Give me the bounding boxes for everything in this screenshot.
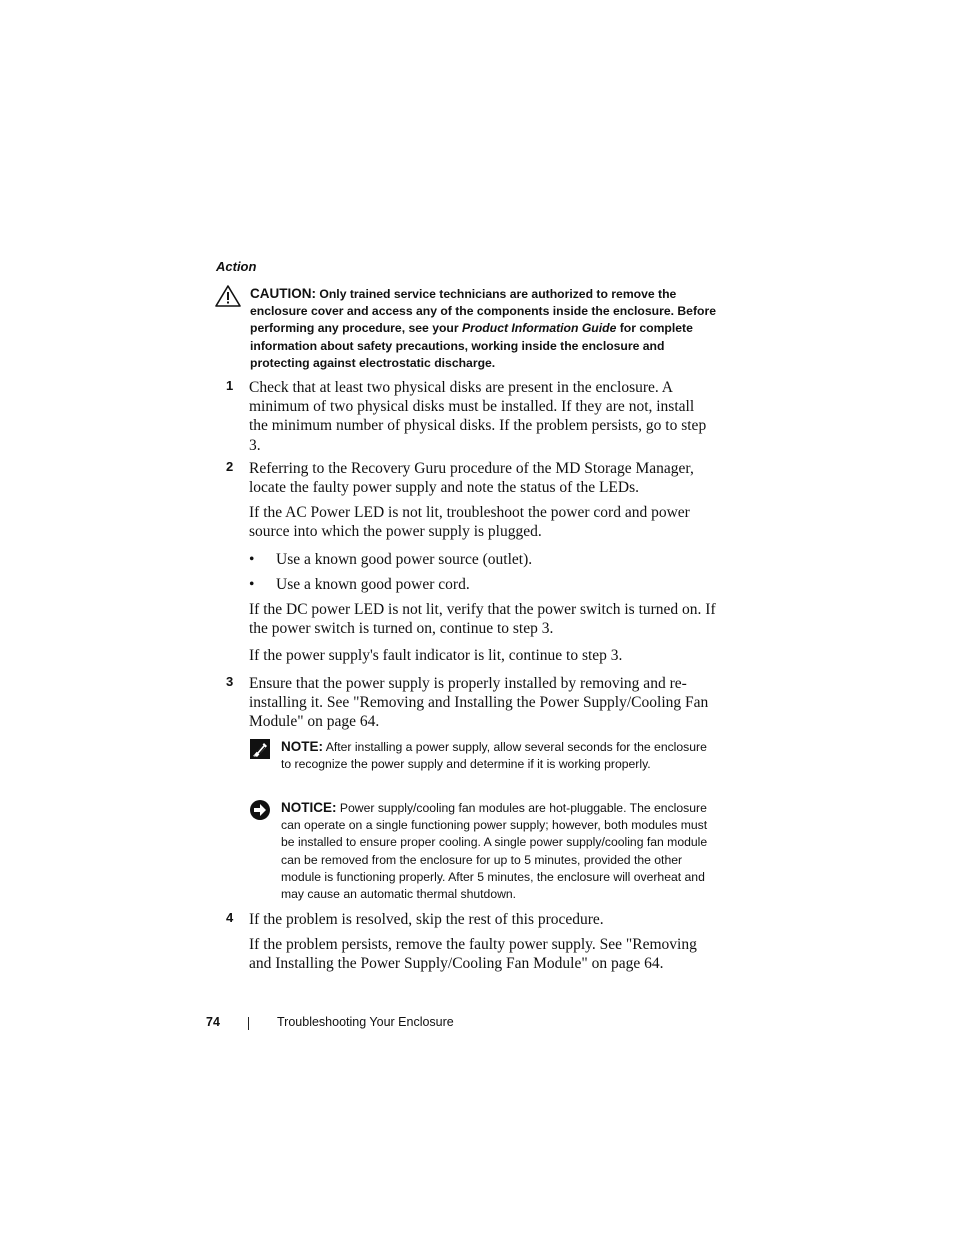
caution-body-1: Only trained service technicians are authorized to remove the enclosure cover and access any of the components inside the enclosure. Before performing any procedure, see your bbox=[250, 287, 716, 336]
step-number: 4 bbox=[226, 910, 234, 925]
note-text bbox=[281, 738, 717, 773]
notice-arrow-icon bbox=[249, 799, 271, 821]
step-4-persist-paragraph: If the problem persists, remove the faulty power supply. See "Removing and Installing the Power Supply/Cooling Fan Module" on page 64. bbox=[249, 936, 697, 973]
step-2-ac-led-paragraph: If the AC Power LED is not lit, troubleshoot the power cord and power source into which the power supply is plugged. bbox=[249, 504, 690, 541]
note-body: After installing a power supply, allow several seconds for the enclosure to recognize the power supply and determine if it is working properly. bbox=[281, 740, 707, 772]
step-number: 2 bbox=[226, 459, 234, 474]
bullet-text: Use a known good power cord. bbox=[276, 576, 470, 593]
notice-text bbox=[281, 799, 717, 903]
notice-label: NOTICE: bbox=[281, 800, 337, 815]
step-number: 3 bbox=[226, 674, 234, 689]
notice-body: Power supply/cooling fan modules are hot-pluggable. The enclosure can operate on a single functioning power supply; however, both modules must be installed to ensure proper cooling. A single power supply/cooling fan module can be removed from the enclosure for up to 5 minutes, provided the other module is functioning properly. After 5 minutes, the enclosure will overheat and may cause an automatic thermal shutdown. bbox=[281, 801, 708, 902]
step-text: Referring to the Recovery Guru procedure of the MD Storage Manager, locate the faulty power supply and note the status of the LEDs. bbox=[249, 460, 694, 497]
pencil-note-icon bbox=[249, 738, 271, 760]
step-text: Check that at least two physical disks are present in the enclosure. A minimum of two physical disks must be installed. If they are not, install the minimum number of physical disks. If the problem persists, go to step 3. bbox=[249, 379, 707, 454]
product-information-guide-ref: Product Information Guide bbox=[461, 321, 617, 336]
warning-triangle-icon bbox=[214, 284, 242, 308]
note-label: NOTE: bbox=[281, 739, 323, 754]
step-number: 1 bbox=[226, 378, 234, 393]
section-heading: Action bbox=[216, 259, 257, 274]
bullet-text: Use a known good power source (outlet). bbox=[276, 551, 533, 568]
caution-body-2: for complete information about safety precautions, working inside the enclosure and protecting against electrostatic discharge. bbox=[250, 321, 693, 370]
step-text: Ensure that the power supply is properly installed by removing and re-installing it. See "Removing and Installing the Power Supply/Cooling Fan Module" on page 64. bbox=[249, 675, 709, 731]
page-number: 74 bbox=[206, 1015, 220, 1029]
step-text: If the problem is resolved, skip the rest of this procedure. bbox=[249, 911, 604, 928]
footer-divider bbox=[248, 1017, 249, 1030]
step-2-dc-led-paragraph: If the DC power LED is not lit, verify that the power switch is turned on. If the power switch is turned on, continue to step 3. bbox=[249, 601, 716, 638]
bullet-icon: • bbox=[249, 576, 255, 593]
caution-label: CAUTION: bbox=[250, 286, 316, 301]
chapter-title: Troubleshooting Your Enclosure bbox=[277, 1015, 454, 1029]
step-2-fault-paragraph: If the power supply's fault indicator is lit, continue to step 3. bbox=[249, 647, 623, 664]
caution-text bbox=[250, 285, 716, 372]
bullet-icon: • bbox=[249, 551, 255, 568]
